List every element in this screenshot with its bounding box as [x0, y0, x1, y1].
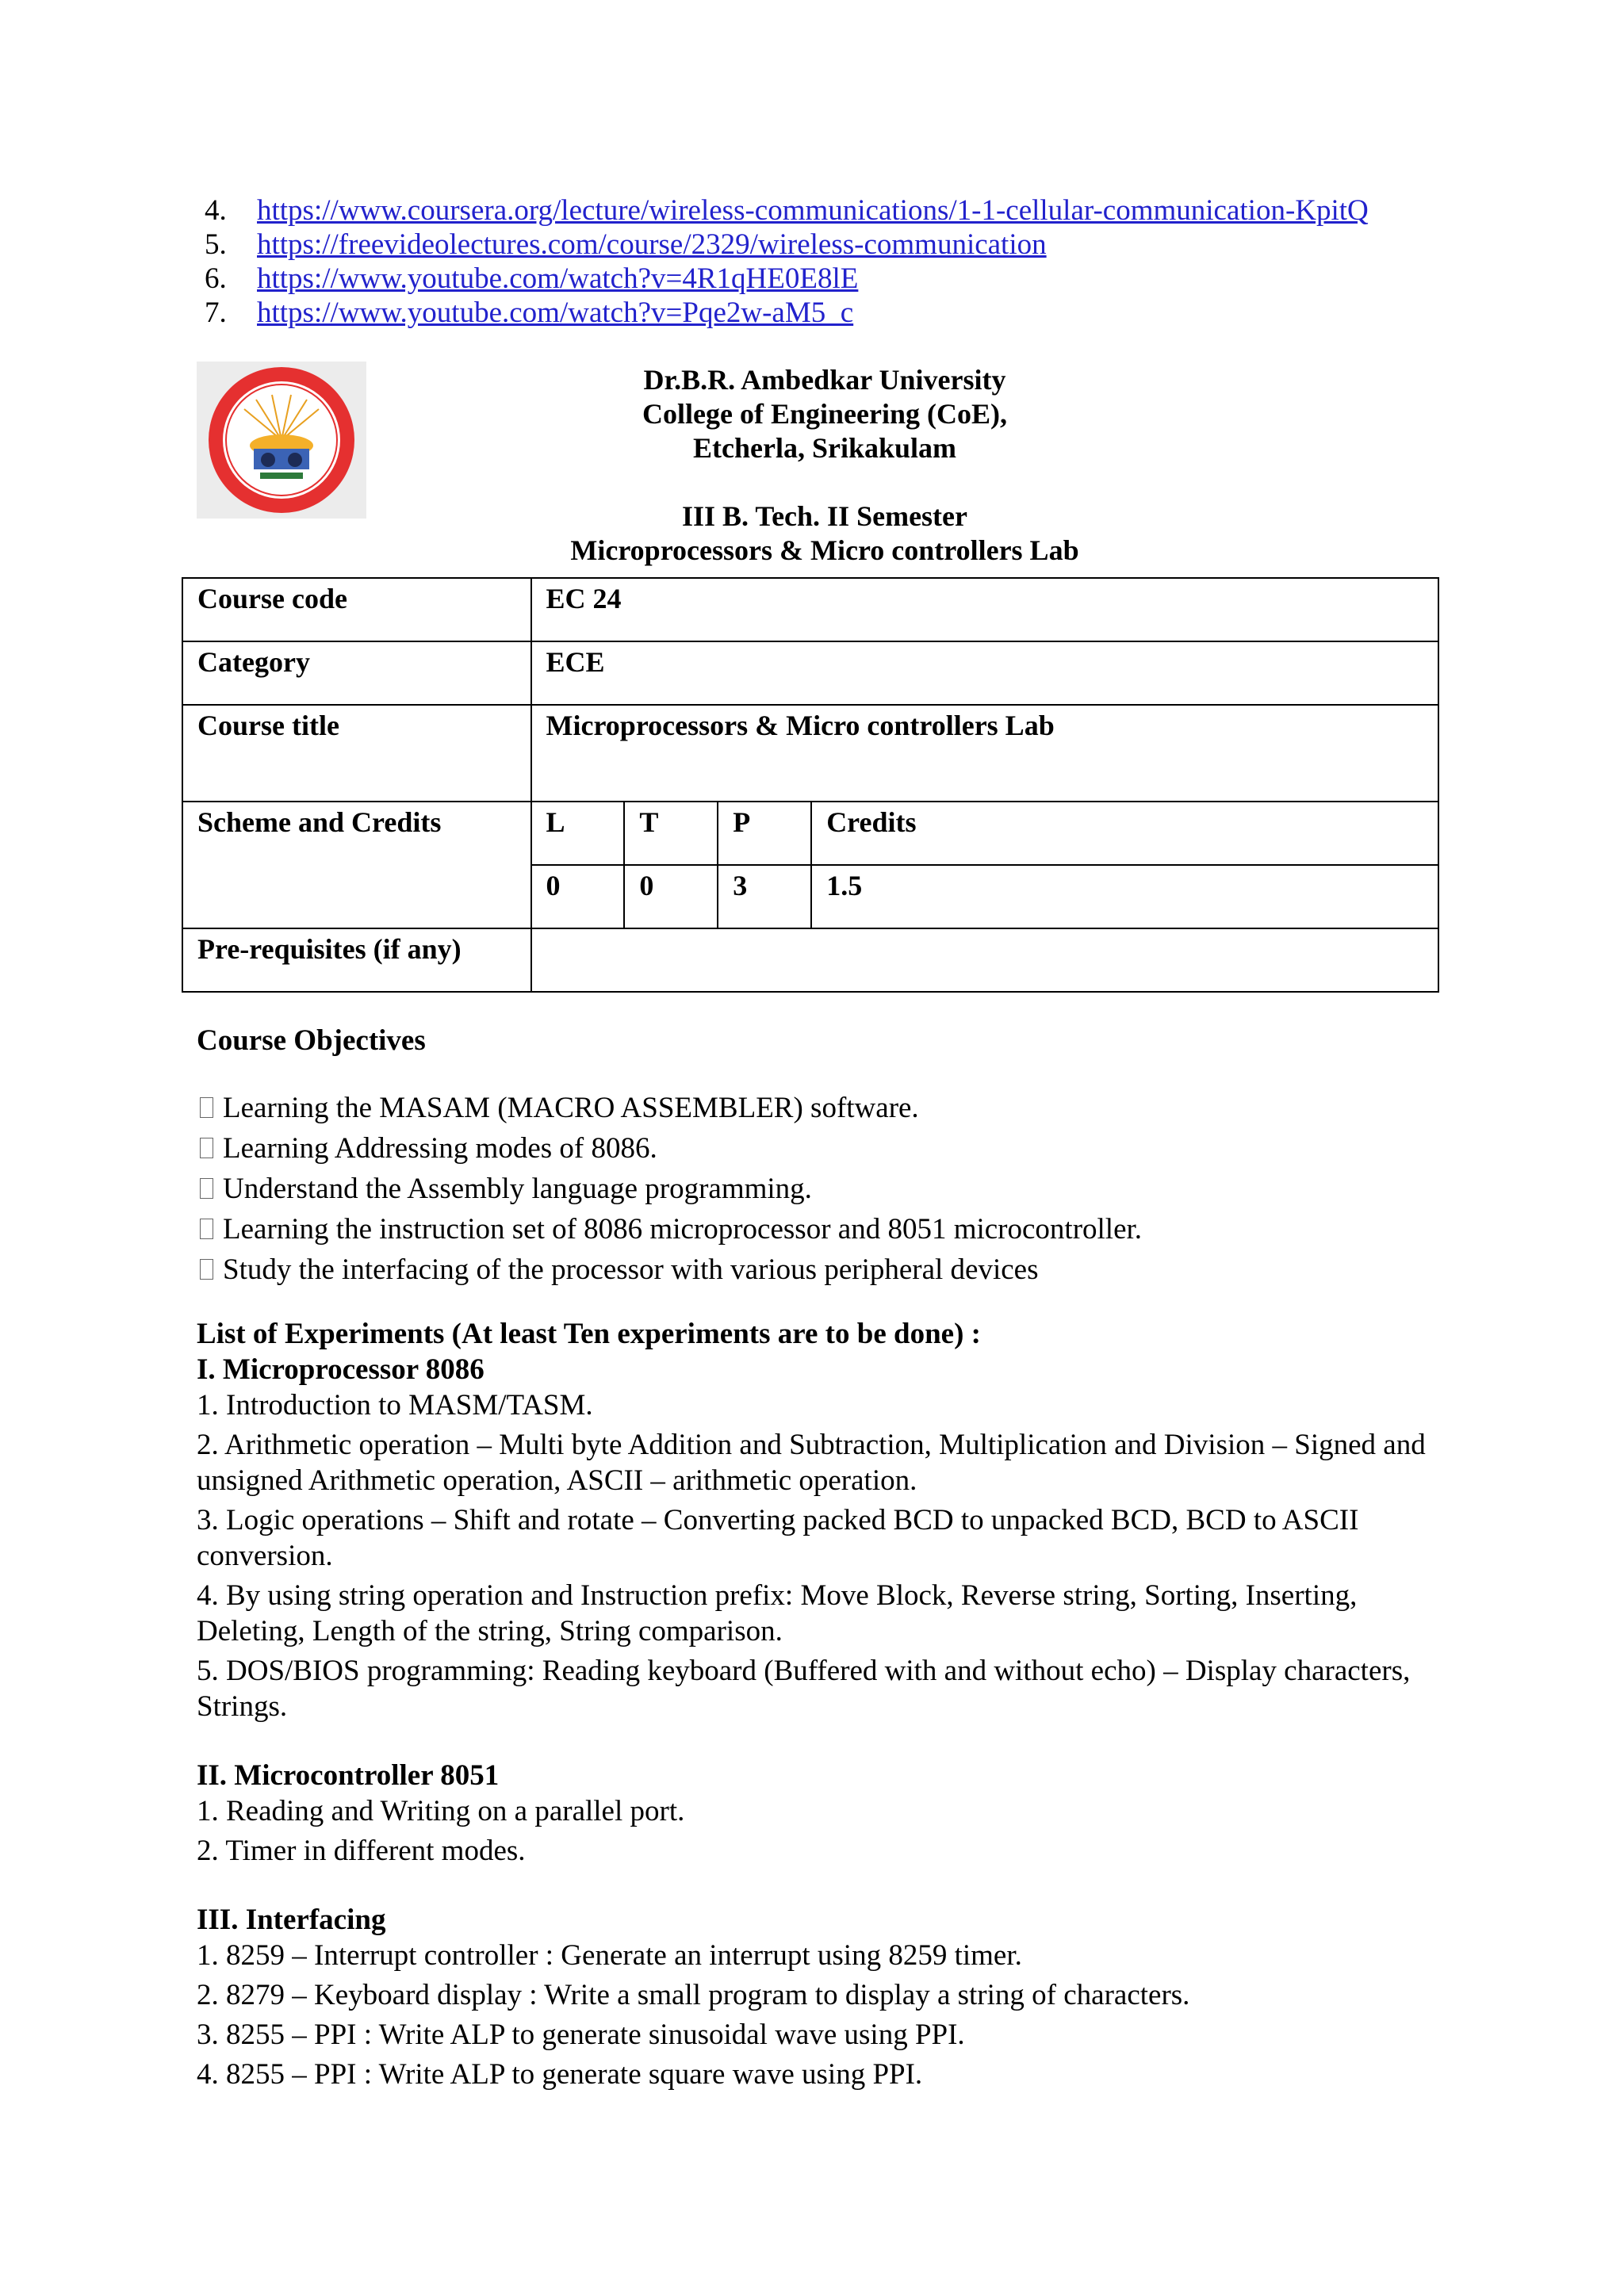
experiment-item: 3. 8255 – PPI : Write ALP to generate sinusoidal wave using PPI. [197, 2019, 965, 2051]
reference-item [205, 262, 1369, 296]
experiment-item: 5. DOS/BIOS programming: Reading keyboard (Buffered with and without echo) – Display characters, Strings. [197, 1655, 1411, 1723]
scheme-label: Scheme and Credits [182, 802, 531, 928]
reference-item [205, 193, 1369, 228]
section-title: I. Microprocessor 8086 [197, 1353, 485, 1386]
reference-number: 4. [205, 194, 227, 227]
objective-text: Study the interfacing of the processor with various peripheral devices [223, 1253, 1039, 1286]
objective-text: Learning the MASAM (MACRO ASSEMBLER) software. [223, 1092, 919, 1124]
college-location: Etcherla, Srikakulam [692, 432, 956, 464]
reference-item [205, 296, 1369, 330]
objectives-heading: Course Objectives [197, 1024, 426, 1057]
objectives-list [197, 1090, 1465, 1292]
prereq-label: Pre-requisites (if any) [182, 928, 531, 992]
university-name: Dr.B.R. Ambedkar University [643, 364, 1006, 396]
bullet-icon [200, 1178, 213, 1199]
scheme-value-t: 0 [624, 865, 718, 928]
experiment-item: 3. Logic operations – Shift and rotate – Converting packed BCD to unpacked BCD, BCD to ASCII conversion. [197, 1504, 1359, 1572]
course-title-value: Microprocessors & Micro controllers Lab [531, 705, 1438, 802]
reference-link[interactable]: https://www.coursera.org/lecture/wireless-communications/1-1-cellular-communication-KpitQ [257, 194, 1369, 227]
experiment-item: 4. 8255 – PPI : Write ALP to generate square wave using PPI. [197, 2058, 923, 2091]
table-row [182, 641, 1438, 705]
lab-title: Microprocessors & Micro controllers Lab [570, 534, 1079, 566]
course-info-table [182, 577, 1439, 993]
category-label: Category [182, 641, 531, 705]
reference-item [205, 228, 1369, 262]
objective-text: Understand the Assembly language programming. [223, 1173, 812, 1205]
scheme-value-l: 0 [531, 865, 625, 928]
university-logo [197, 362, 366, 519]
course-code-value: EC 24 [531, 578, 1438, 641]
list-item [197, 1131, 1465, 1171]
reference-number: 6. [205, 262, 227, 295]
document-header [476, 363, 1174, 568]
experiment-item: 1. 8259 – Interrupt controller : Generate an interrupt using 8259 timer. [197, 1939, 1022, 1972]
experiment-item: 2. 8279 – Keyboard display : Write a small program to display a string of characters. [197, 1979, 1190, 2011]
experiment-item: 1. Introduction to MASM/TASM. [197, 1389, 593, 1422]
reference-list [205, 193, 1369, 330]
bullet-icon [200, 1097, 213, 1118]
reference-number: 5. [205, 228, 227, 261]
reference-number: 7. [205, 297, 227, 329]
college-name: College of Engineering (CoE), [642, 398, 1007, 430]
bullet-icon [200, 1259, 213, 1280]
experiment-item: 4. By using string operation and Instruction prefix: Move Block, Reverse string, Sorting, Inserting, Deleting, Length of the string, String comparison. [197, 1579, 1358, 1647]
table-row [182, 802, 1438, 865]
prereq-value [531, 928, 1438, 992]
objective-text: Learning the instruction set of 8086 microprocessor and 8051 microcontroller. [223, 1213, 1143, 1246]
scheme-header-l: L [531, 802, 625, 865]
scheme-value-credits: 1.5 [811, 865, 1438, 928]
objective-text: Learning Addressing modes of 8086. [223, 1132, 657, 1165]
semester-title: III B. Tech. II Semester [681, 500, 968, 532]
table-row [182, 705, 1438, 802]
course-code-label: Course code [182, 578, 531, 641]
list-item [197, 1252, 1465, 1292]
table-row [182, 578, 1438, 641]
section-title: II. Microcontroller 8051 [197, 1759, 500, 1792]
bullet-icon [200, 1219, 213, 1239]
list-item [197, 1171, 1465, 1211]
course-title-label: Course title [182, 705, 531, 802]
experiment-item: 2. Timer in different modes. [197, 1835, 526, 1867]
table-row [182, 928, 1438, 992]
category-value: ECE [531, 641, 1438, 705]
reference-link[interactable]: https://www.youtube.com/watch?v=Pqe2w-aM5_c [257, 297, 854, 329]
document-body [197, 1023, 1465, 2092]
experiment-item: 2. Arithmetic operation – Multi byte Addition and Subtraction, Multiplication and Division – Signed and unsigned Arithmetic operation, ASCII – arithmetic operation. [197, 1429, 1426, 1497]
experiments-heading: List of Experiments (At least Ten experiments are to be done) : [197, 1318, 981, 1350]
list-item [197, 1090, 1465, 1131]
scheme-header-credits: Credits [811, 802, 1438, 865]
scheme-header-t: T [624, 802, 718, 865]
experiment-item: 1. Reading and Writing on a parallel port. [197, 1795, 685, 1827]
reference-link[interactable]: https://freevideolectures.com/course/2329/wireless-communication [257, 228, 1047, 261]
list-item [197, 1211, 1465, 1252]
scheme-header-p: P [718, 802, 811, 865]
university-seal-icon [197, 362, 366, 519]
section-title: III. Interfacing [197, 1904, 386, 1936]
reference-link[interactable]: https://www.youtube.com/watch?v=4R1qHE0E8lE [257, 262, 859, 295]
scheme-value-p: 3 [718, 865, 811, 928]
bullet-icon [200, 1138, 213, 1158]
